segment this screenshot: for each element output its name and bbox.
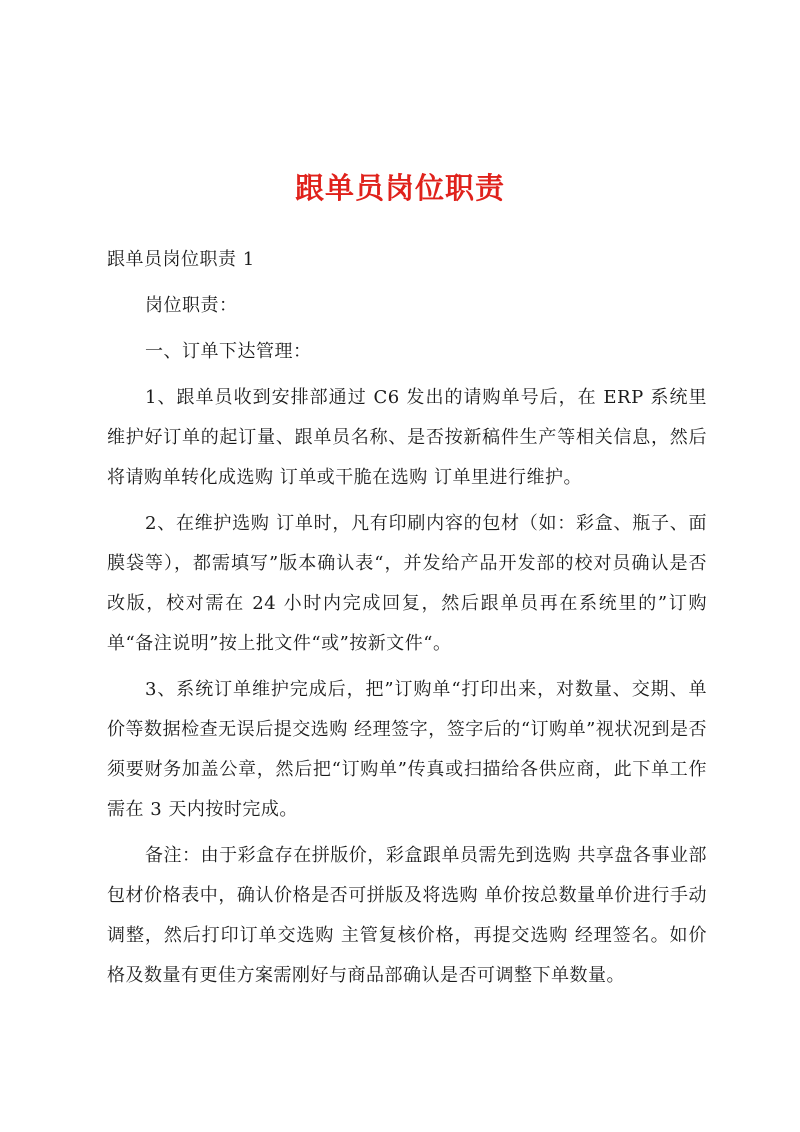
- paragraph: 1、跟单员收到安排部通过 C6 发出的请购单号后，在 ERP 系统里维护好订单的起订量、跟单员名称、是否按新稿件生产等相关信息，然后将请购单转化成选购 订单或干脆在选购 订单里进行维护。: [107, 387, 707, 488]
- paragraph: 一、订单下达管理：: [145, 341, 312, 362]
- paragraph: 2、在维护选购 订单时，凡有印刷内容的包材（如：彩盒、瓶子、面膜袋等），都需填写”版本确认表“，并发给产品开发部的校对员确认是否改版，校对需在 24 小时内完成回复，然后跟单员再在系统里的”订购单“备注说明”按上批文件“或”按新文件“。: [107, 513, 707, 654]
- paragraph: 备注：由于彩盒存在拼版价，彩盒跟单员需先到选购 共享盘各事业部包材价格表中，确认价格是否可拼版及将选购 单价按总数量单价进行手动调整，然后打印订单交选购 主管复核价格，再提交选购 经理签名。如价格及数量有更佳方案需刚好与商品部确认是否可调整下单数量。: [107, 845, 707, 986]
- document-body: [107, 240, 707, 1002]
- paragraph: 岗位职责：: [145, 295, 238, 316]
- document-title: 跟单员岗位职责: [294, 171, 505, 205]
- paragraph: 3、系统订单维护完成后，把”订购单“打印出来，对数量、交期、单价等数据检查无误后提交选购 经理签字，签字后的“订购单”视状况到是否须要财务加盖公章，然后把“订购单”传真或扫描给各供应商，此下单工作需在 3 天内按时完成。: [107, 679, 707, 820]
- section-heading: 跟单员岗位职责 1: [107, 249, 255, 270]
